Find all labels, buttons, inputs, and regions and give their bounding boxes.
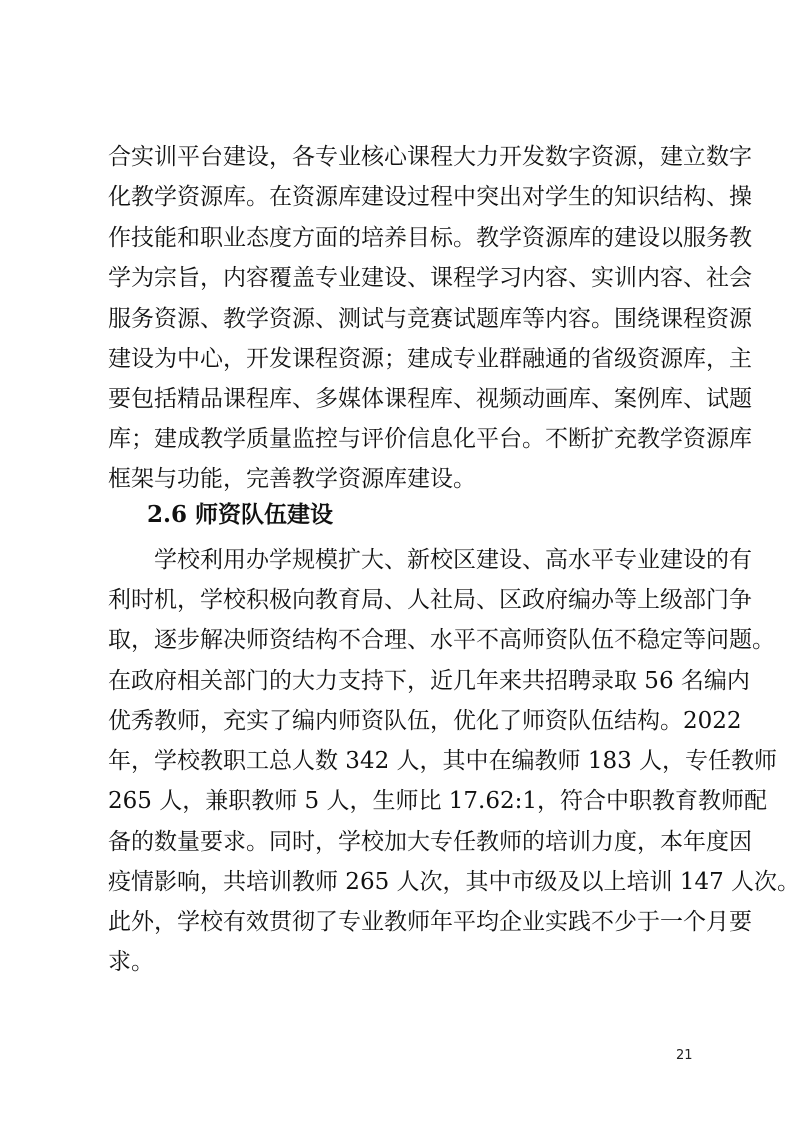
paragraph-2-line-1: 学校利用办学规模扩大、新校区建设、高水平专业建设的有 [108,547,752,573]
paragraph-2-line-4: 在政府相关部门的大力支持下，近几年来共招聘录取 56 名编内 [108,668,750,694]
paragraph-1-line-3: 作技能和职业态度方面的培养目标。教学资源库的建设以服务教 [108,225,752,251]
paragraph-2-line-5: 优秀教师，充实了编内师资队伍，优化了师资队伍结构。2022 [108,708,742,734]
paragraph-2-line-8: 备的数量要求。同时，学校加大专任教师的培训力度，本年度因 [108,829,752,855]
paragraph-1-line-5: 服务资源、教学资源、测试与竞赛试题库等内容。围绕课程资源 [108,306,752,332]
paragraph-2-line-2: 利时机，学校积极向教育局、人社局、区政府编办等上级部门争 [108,587,752,613]
paragraph-1-line-6: 建设为中心，开发课程资源；建成专业群融通的省级资源库，主 [108,346,752,372]
paragraph-2-line-9: 疫情影响，共培训教师 265 人次，其中市级及以上培训 147 人次。 [108,869,800,895]
paragraph-2-line-7: 265 人，兼职教师 5 人，生师比 17.62:1，符合中职教育教师配 [108,788,768,814]
section-heading: 2.6 师资队伍建设 [147,501,334,528]
paragraph-2-line-6: 年，学校教职工总人数 342 人，其中在编教师 183 人，专任教师 [108,748,778,774]
page-number: 21 [676,1048,693,1063]
paragraph-2-line-11: 求。 [108,949,154,975]
paragraph-1-line-1: 合实训平台建设，各专业核心课程大力开发数字资源，建立数字 [108,144,752,170]
paragraph-1-line-8: 库；建成教学质量监控与评价信息化平台。不断扩充教学资源库 [108,426,752,452]
paragraph-1-line-4: 学为宗旨，内容覆盖专业建设、课程学习内容、实训内容、社会 [108,265,752,291]
paragraph-1-line-9: 框架与功能，完善教学资源库建设。 [108,466,476,492]
paragraph-2-line-3: 取，逐步解决师资结构不合理、水平不高师资队伍不稳定等问题。 [108,627,775,653]
paragraph-1-line-2: 化教学资源库。在资源库建设过程中突出对学生的知识结构、操 [108,184,752,210]
paragraph-2-line-10: 此外，学校有效贯彻了专业教师年平均企业实践不少于一个月要 [108,909,752,935]
paragraph-1-line-7: 要包括精品课程库、多媒体课程库、视频动画库、案例库、试题 [108,386,752,412]
